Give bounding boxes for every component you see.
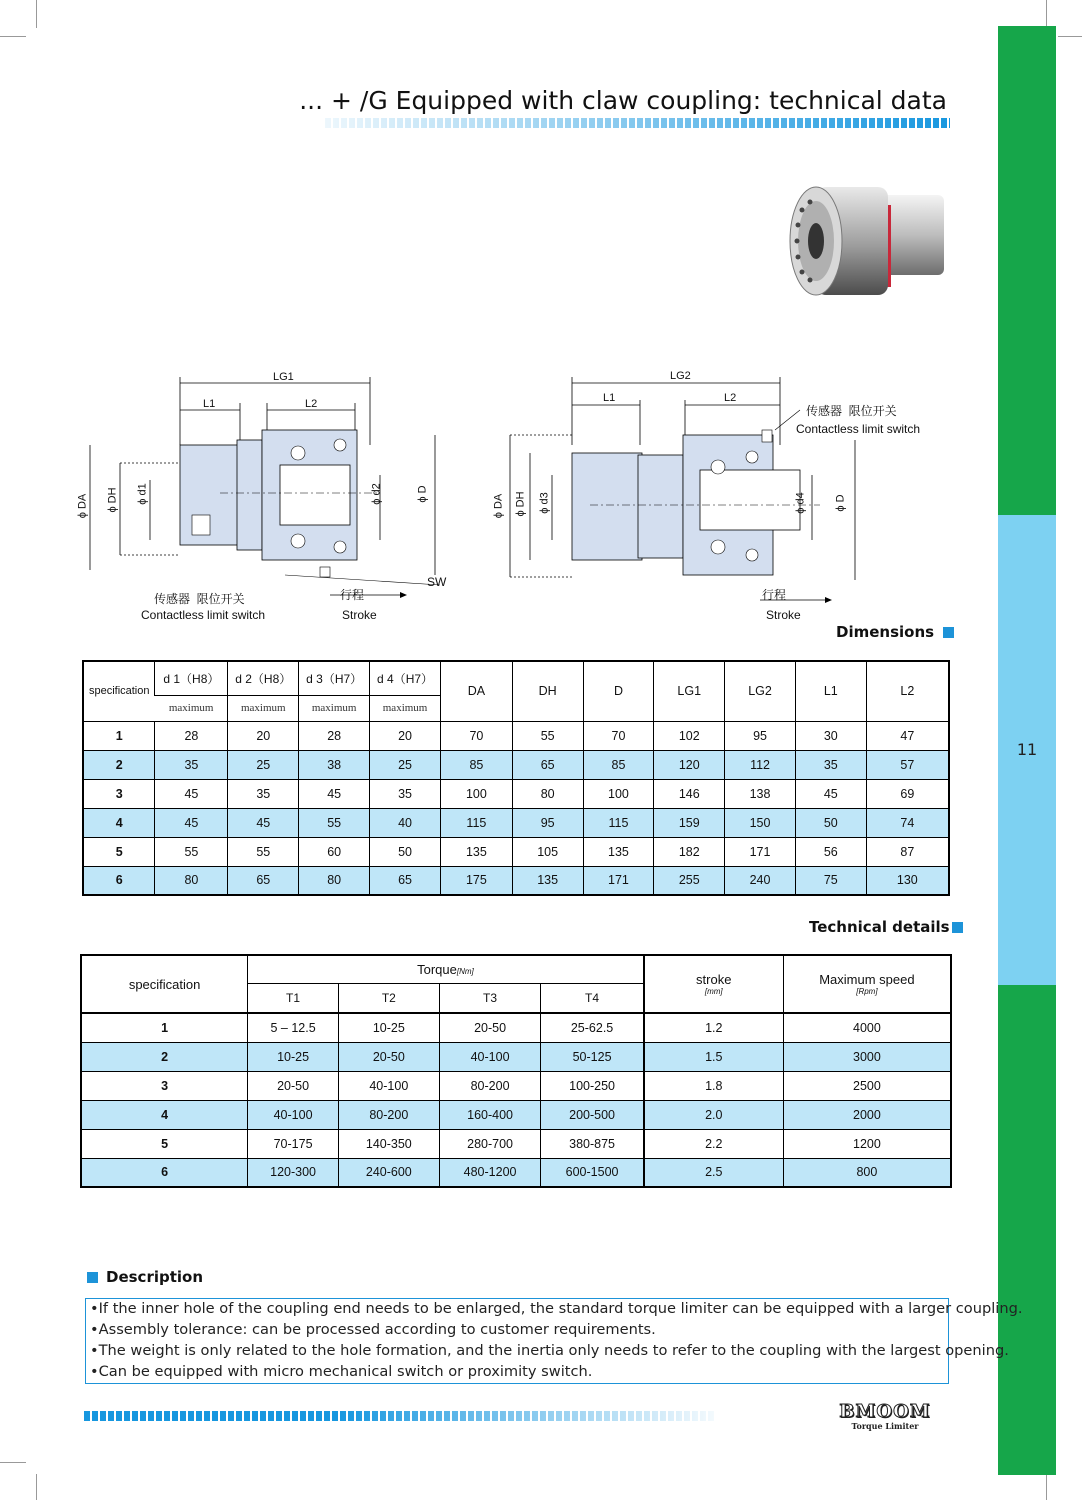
table-cell: 4000 [783,1013,951,1042]
row-spec: 4 [83,808,155,837]
table-cell: 160-400 [439,1100,541,1129]
table-cell: 70-175 [248,1129,339,1158]
table-cell: 57 [866,750,949,779]
crop-mark [1046,0,1047,28]
col-d1-max: maximum [155,695,228,721]
d1-label: ϕ d1 [136,483,149,505]
table-cell: 100 [441,779,513,808]
table-cell: 30 [795,721,866,750]
table-cell: 135 [441,837,513,866]
col-d: D [583,661,654,721]
stroke-cn-label: 行程 [340,588,365,602]
col-d4: d 4（H7） [370,661,441,695]
row-spec: 4 [81,1100,248,1129]
table-cell: 25 [228,750,299,779]
table-cell: 130 [866,866,949,895]
table-cell: 150 [725,808,796,837]
table-cell: 28 [299,721,370,750]
table-cell: 115 [583,808,654,837]
crop-mark [1046,1474,1047,1500]
row-spec: 3 [81,1071,248,1100]
table-cell: 3000 [783,1042,951,1071]
description-line: •Can be equipped with micro mechanical switch or proximity switch. [90,1363,593,1380]
crop-mark [36,1474,37,1500]
table-row [83,808,949,837]
table-row [81,1013,951,1042]
table-cell: 45 [228,808,299,837]
table-cell: 175 [441,866,513,895]
table-cell: 35 [370,779,441,808]
col-l2: L2 [866,661,949,721]
table-cell: 95 [512,808,583,837]
d2-label: ϕ d2 [370,483,383,505]
table-row [81,1158,951,1187]
logo-name: BMOOM [839,1401,931,1422]
product-photo [776,165,946,335]
table-cell: 40-100 [439,1042,541,1071]
tcol-torque: Torque[Nm] [248,955,644,983]
l1-label: L1 [203,398,216,410]
table-cell: 2.0 [644,1100,784,1129]
table-cell: 56 [795,837,866,866]
row-spec: 2 [83,750,155,779]
table-row [83,837,949,866]
table-cell: 95 [725,721,796,750]
crop-mark [36,0,37,28]
table-cell: 55 [155,837,228,866]
d-label: ϕ D [416,485,429,503]
table-cell: 70 [441,721,513,750]
stroke-en-label-right: Stroke [766,608,801,622]
col-d2: d 2（H8） [228,661,299,695]
table-cell: 45 [795,779,866,808]
table-cell: 65 [370,866,441,895]
table-cell: 480-1200 [439,1158,541,1187]
table-cell: 105 [512,837,583,866]
table-cell: 20-50 [248,1071,339,1100]
table-cell: 146 [654,779,725,808]
col-d3: d 3（H7） [299,661,370,695]
table-cell: 47 [866,721,949,750]
table-cell: 87 [866,837,949,866]
table-row [83,721,949,750]
table-cell: 140-350 [338,1129,439,1158]
l2-label: L2 [305,398,318,410]
table-cell: 74 [866,808,949,837]
col-da: DA [441,661,513,721]
table-cell: 50 [795,808,866,837]
dh-label: ϕ DH [106,487,119,513]
table-cell: 65 [512,750,583,779]
table-cell: 5 – 12.5 [248,1013,339,1042]
stroke-cn-label-right: 行程 [762,588,787,602]
stroke-en-label: Stroke [342,608,377,622]
table-cell: 1.2 [644,1013,784,1042]
table-cell: 182 [654,837,725,866]
title-underline [325,118,950,128]
table-cell: 69 [866,779,949,808]
brand-logo [823,1402,947,1431]
table-cell: 75 [795,866,866,895]
table-cell: 85 [441,750,513,779]
table-row [83,750,949,779]
tcol-t2: T2 [338,983,439,1013]
table-cell: 10-25 [338,1013,439,1042]
table-cell: 120-300 [248,1158,339,1187]
row-spec: 2 [81,1042,248,1071]
table-cell: 45 [155,808,228,837]
lg1-label: LG1 [273,371,294,383]
table-cell: 20-50 [439,1013,541,1042]
table-cell: 45 [299,779,370,808]
table-cell: 20 [370,721,441,750]
dimensions-heading: Dimensions [836,623,954,641]
l2-label-right: L2 [724,392,737,404]
table-cell: 100-250 [541,1071,644,1100]
sw-label: SW [427,575,447,589]
table-cell: 80-200 [439,1071,541,1100]
table-cell: 50-125 [541,1042,644,1071]
table-cell: 171 [583,866,654,895]
table-cell: 35 [155,750,228,779]
table-cell: 60 [299,837,370,866]
d3-label: ϕ d3 [538,492,551,514]
table-cell: 10-25 [248,1042,339,1071]
table-cell: 35 [795,750,866,779]
table-cell: 1200 [783,1129,951,1158]
table-cell: 40-100 [248,1100,339,1129]
table-cell: 240-600 [338,1158,439,1187]
table-cell: 600-1500 [541,1158,644,1187]
table-cell: 85 [583,750,654,779]
table-cell: 800 [783,1158,951,1187]
table-cell: 159 [654,808,725,837]
page-number: 11 [1016,740,1038,759]
table-cell: 100 [583,779,654,808]
description-heading: Description [87,1268,203,1286]
table-cell: 138 [725,779,796,808]
sidebar-green-top [998,26,1056,515]
col-spec: specification [83,661,155,721]
table-cell: 50 [370,837,441,866]
col-lg1: LG1 [654,661,725,721]
table-cell: 40 [370,808,441,837]
tcol-t4: T4 [541,983,644,1013]
row-spec: 3 [83,779,155,808]
tcol-spec: specification [81,955,248,1013]
table-cell: 80 [512,779,583,808]
crop-mark [0,36,26,37]
description-line: •Assembly tolerance: can be processed according to customer requirements. [90,1321,656,1338]
row-spec: 1 [83,721,155,750]
col-d1: d 1（H8） [155,661,228,695]
da-label-right: ϕ DA [492,493,505,519]
sensor-en-label: Contactless limit switch [141,608,266,622]
da-label: ϕ DA [76,493,89,519]
tcol-stroke: stroke [mm] [644,955,784,1013]
col-d3-max: maximum [299,695,370,721]
table-cell: 2.2 [644,1129,784,1158]
table-cell: 120 [654,750,725,779]
table-cell: 200-500 [541,1100,644,1129]
table-cell: 380-875 [541,1129,644,1158]
table-cell: 240 [725,866,796,895]
crop-mark [1058,36,1082,37]
table-cell: 115 [441,808,513,837]
description-line: •The weight is only related to the hole formation, and the inertia only needs to refer to the coupling with the largest opening. [90,1342,1009,1359]
table-cell: 80 [299,866,370,895]
technical-heading: Technical details [809,918,963,936]
table-cell: 171 [725,837,796,866]
sidebar-green-bottom [998,985,1056,1475]
table-cell: 55 [299,808,370,837]
col-d4-max: maximum [370,695,441,721]
lg2-label: LG2 [670,370,691,382]
table-cell: 55 [228,837,299,866]
table-cell: 1.5 [644,1042,784,1071]
table-cell: 80 [155,866,228,895]
sensor-cn-label-right: 传感器 限位开关 [806,404,897,418]
table-cell: 38 [299,750,370,779]
table-cell: 20 [228,721,299,750]
footer-dashbar [84,1411,714,1421]
table-cell: 280-700 [439,1129,541,1158]
row-spec: 1 [81,1013,248,1042]
table-cell: 70 [583,721,654,750]
table-cell: 112 [725,750,796,779]
page-title: ... + /G Equipped with claw coupling: technical data [299,86,947,115]
logo-tagline: Torque Limiter [851,1421,919,1431]
dimensions-table [82,660,950,896]
row-spec: 5 [81,1129,248,1158]
col-l1: L1 [795,661,866,721]
tcol-t1: T1 [248,983,339,1013]
table-cell: 45 [155,779,228,808]
table-cell: 102 [654,721,725,750]
technical-table [80,954,952,1188]
table-cell: 135 [583,837,654,866]
table-cell: 1.8 [644,1071,784,1100]
d-label-right: ϕ D [834,494,847,512]
table-cell: 25 [370,750,441,779]
tcol-t3: T3 [439,983,541,1013]
table-row [81,1042,951,1071]
crop-mark [0,1462,26,1463]
table-cell: 2500 [783,1071,951,1100]
col-d2-max: maximum [228,695,299,721]
table-cell: 35 [228,779,299,808]
d4-label: ϕ d4 [794,492,807,514]
tcol-speed: Maximum speed [Rpm] [783,955,951,1013]
col-lg2: LG2 [725,661,796,721]
row-spec: 6 [81,1158,248,1187]
table-cell: 65 [228,866,299,895]
sensor-cn-label: 传感器 限位开关 [154,592,245,606]
table-cell: 2000 [783,1100,951,1129]
row-spec: 6 [83,866,155,895]
dh-label-right: ϕ DH [514,491,527,517]
table-row [81,1100,951,1129]
table-cell: 2.5 [644,1158,784,1187]
description-line: •If the inner hole of the coupling end needs to be enlarged, the standard torque limiter can be equipped with a larger coupling. [90,1300,1023,1317]
table-row [81,1129,951,1158]
table-cell: 55 [512,721,583,750]
table-cell: 40-100 [338,1071,439,1100]
table-cell: 20-50 [338,1042,439,1071]
sensor-en-label-right: Contactless limit switch [796,422,921,436]
table-row [81,1071,951,1100]
table-row [83,779,949,808]
col-dh: DH [512,661,583,721]
table-cell: 80-200 [338,1100,439,1129]
table-cell: 28 [155,721,228,750]
table-row [83,866,949,895]
row-spec: 5 [83,837,155,866]
table-cell: 255 [654,866,725,895]
table-cell: 25-62.5 [541,1013,644,1042]
l1-label-right: L1 [603,392,616,404]
table-cell: 135 [512,866,583,895]
